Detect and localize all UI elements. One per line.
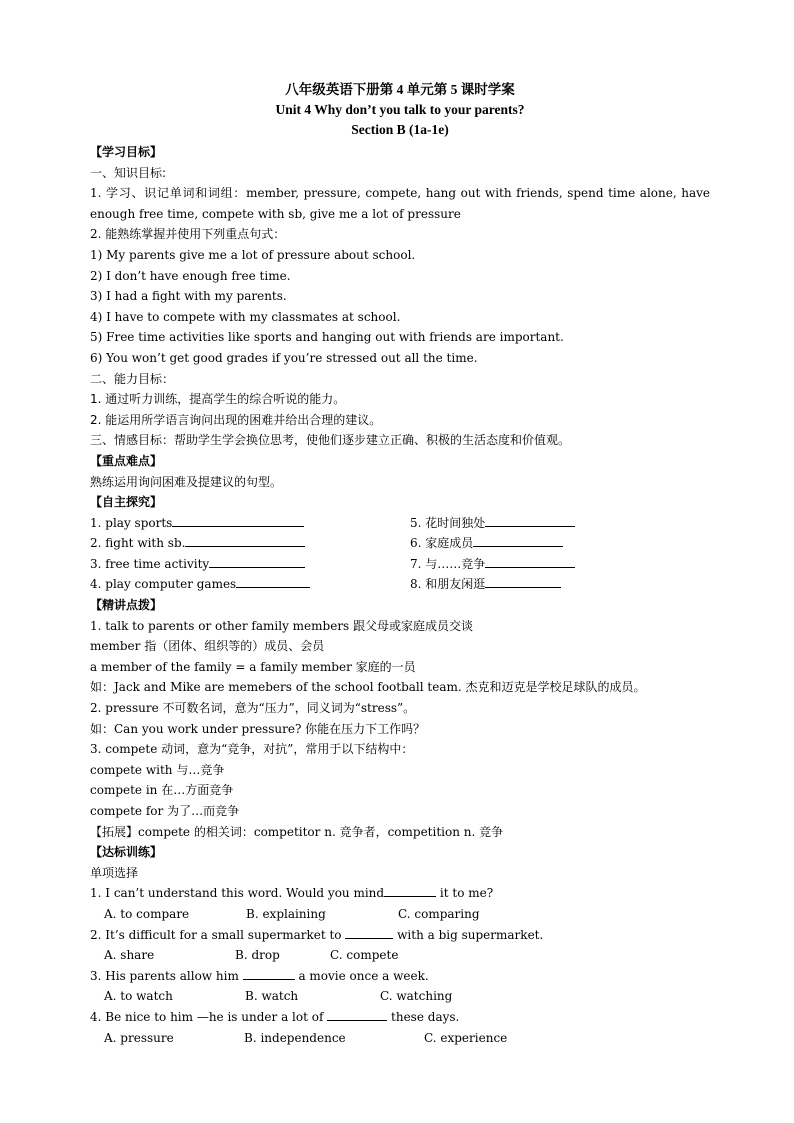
sentence-2: 2) I don’t have enough free time. [90,268,291,283]
option-c[interactable]: C. experience [424,1030,508,1045]
explore-heading: 【自主探究】 [90,495,163,510]
explain-line: 3. compete 动词，意为“竞争，对抗”，常用于以下结构中： [90,742,414,757]
explain-line: compete with 与…竞争 [90,762,225,777]
sentence-3: 3) I had a fight with my parents. [90,289,287,304]
keypoints-heading: 【重点难点】 [90,453,163,468]
goals-heading: 【学习目标】 [90,145,163,159]
answer-blank[interactable] [172,514,304,527]
option-b[interactable]: B. drop [235,948,280,963]
options-4 [90,1028,710,1049]
answer-blank[interactable] [384,884,436,897]
practice-type: 单项选择 [90,865,139,880]
knowledge-item-1: 1. 学习、识记单词和词组：member, pressure, compete, hang out with friends, spend time alone, have enough free time, compete with sb, give me a lot of pressure [90,186,710,221]
options-2 [90,945,710,966]
sentence-4: 4) I have to compete with my classmates at school. [90,309,401,324]
explore-item: 3. free time activity [90,556,210,571]
practice-heading: 【达标训练】 [90,845,163,860]
explain-heading: 【精讲点拨】 [90,598,163,613]
answer-blank[interactable] [485,555,575,568]
option-a[interactable]: A. to compare [104,906,190,921]
explore-item: 4. play computer games [90,577,237,592]
explore-item: 2. fight with sb. [90,536,186,551]
answer-blank[interactable] [473,534,563,547]
explore-row [90,574,710,595]
explain-line: 如：Can you work under pressure? 你能在压力下工作吗？ [90,721,426,736]
option-a[interactable]: A. share [104,948,155,963]
knowledge-item-2: 2. 能熟练掌握并使用下列重点句式： [90,227,286,242]
knowledge-heading: 一、知识目标: [90,165,167,180]
option-c[interactable]: C. watching [380,989,453,1004]
explore-row [90,533,710,554]
page-title: 八年级英语下册第 4 单元第 5 课时学案 [285,82,515,97]
sentence-5: 5) Free time activities like sports and hanging out with friends are important. [90,330,564,345]
answer-blank[interactable] [327,1008,387,1021]
question-3: 3. His parents allow him a movie once a week. [90,968,429,983]
ability-item-1: 1. 通过听力训练，提高学生的综合听说的能力。 [90,392,346,407]
explain-line: 2. pressure 不可数名词，意为“压力”，同义词为“stress”。 [90,701,416,716]
explore-item: 1. play sports [90,515,173,530]
explain-line: 【拓展】compete 的相关词：competitor n. 竞争者，competition n. 竞争 [90,824,504,839]
question-4: 4. Be nice to him —he is under a lot of these days. [90,1009,460,1024]
answer-blank[interactable] [209,555,305,568]
explore-item: 5. 花时间独处 [410,515,486,530]
answer-blank[interactable] [485,575,561,588]
section-title: Section B (1a-1e) [351,122,449,137]
option-c[interactable]: C. comparing [398,906,480,921]
explain-line: a member of the family = a family member 家庭的一员 [90,659,416,674]
answer-blank[interactable] [185,534,305,547]
explore-row [90,513,710,534]
keypoints-text: 熟练运用询问困难及提建议的句型。 [90,474,283,489]
option-b[interactable]: B. explaining [246,906,326,921]
unit-title: Unit 4 Why don’t you talk to your parents? [275,102,525,117]
emotion-goal: 三、情感目标：帮助学生学会换位思考，使他们逐步建立正确、积极的生活态度和价值观。 [90,433,571,448]
answer-blank[interactable] [345,926,393,939]
sentence-1: 1) My parents give me a lot of pressure about school. [90,247,416,262]
worksheet [90,80,710,1048]
sentence-6: 6) You won’t get good grades if you’re stressed out all the time. [90,350,478,365]
option-a[interactable]: A. to watch [104,989,173,1004]
explain-line: 1. talk to parents or other family members 跟父母或家庭成员交谈 [90,618,474,633]
option-b[interactable]: B. independence [244,1030,346,1045]
explain-line: compete in 在…方面竞争 [90,783,234,798]
ability-heading: 二、能力目标： [90,371,175,386]
option-b[interactable]: B. watch [245,989,299,1004]
option-c[interactable]: C. compete [330,948,399,963]
explain-line: member 指（团体、组织等的）成员、会员 [90,639,325,654]
ability-item-2: 2. 能运用所学语言询问出现的困难并给出合理的建议。 [90,412,382,427]
options-3 [90,986,710,1007]
option-a[interactable]: A. pressure [104,1030,174,1045]
answer-blank[interactable] [243,967,295,980]
answer-blank[interactable] [485,514,575,527]
options-1 [90,904,710,925]
explore-item: 6. 家庭成员 [410,536,474,551]
question-2: 2. It’s difficult for a small supermarket to with a big supermarket. [90,927,544,942]
question-1: 1. I can’t understand this word. Would you mind it to me? [90,886,494,901]
explain-line: compete for 为了…而竞争 [90,804,240,818]
explore-item: 8. 和朋友闲逛 [410,577,486,592]
explain-line: 如：Jack and Mike are memebers of the school football team. 杰克和迈克是学校足球队的成员。 [90,680,646,695]
explore-item: 7. 与……竞争 [410,556,486,571]
answer-blank[interactable] [236,575,310,588]
explore-row [90,554,710,575]
